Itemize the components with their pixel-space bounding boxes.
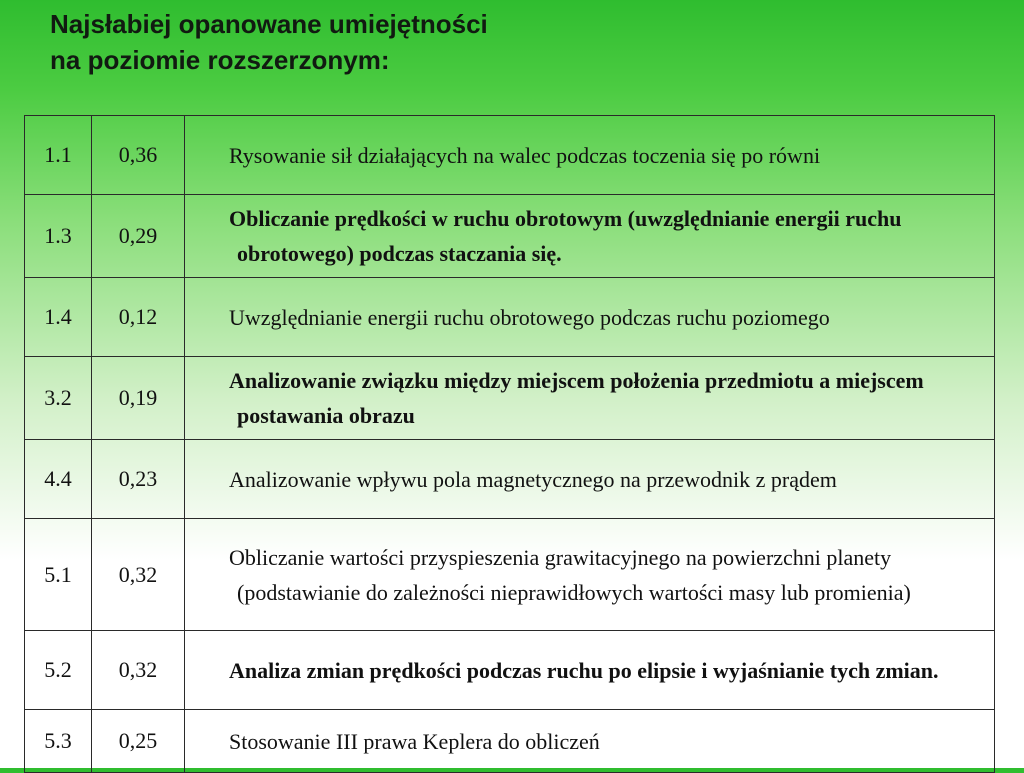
table-row bbox=[25, 116, 995, 195]
skill-score: 0,19 bbox=[92, 357, 185, 440]
skill-code: 1.1 bbox=[25, 116, 92, 195]
skill-description-cell bbox=[185, 440, 995, 519]
skills-table bbox=[24, 115, 995, 773]
skill-score: 0,12 bbox=[92, 278, 185, 357]
skill-description: Obliczanie wartości przyspieszenia grawitacyjnego na powierzchni planety (podstawianie do zależności nieprawidłowych wartości masy lub promienia) bbox=[229, 544, 911, 605]
skill-score: 0,36 bbox=[92, 116, 185, 195]
skill-description: Analiza zmian prędkości podczas ruchu po elipsie i wyjaśnianie tych zmian. bbox=[229, 657, 939, 683]
table-row bbox=[25, 519, 995, 631]
skill-description: Obliczanie prędkości w ruchu obrotowym (uwzględnianie energii ruchu obrotowego) podczas staczania się. bbox=[229, 206, 902, 266]
skill-description-cell bbox=[185, 278, 995, 357]
slide-title-line-2: na poziomie rozszerzonym: bbox=[50, 45, 390, 75]
skill-description-cell bbox=[185, 116, 995, 195]
skill-code: 1.4 bbox=[25, 278, 92, 357]
skill-description-cell bbox=[185, 519, 995, 631]
skill-description: Stosowanie III prawa Keplera do obliczeń bbox=[229, 728, 600, 754]
table-row bbox=[25, 710, 995, 773]
table-row bbox=[25, 357, 995, 440]
skill-description-cell bbox=[185, 710, 995, 773]
skill-score: 0,32 bbox=[92, 519, 185, 631]
slide-title bbox=[50, 6, 488, 78]
skill-score: 0,25 bbox=[92, 710, 185, 773]
skill-description-cell bbox=[185, 195, 995, 278]
skill-description-cell bbox=[185, 631, 995, 710]
skill-code: 1.3 bbox=[25, 195, 92, 278]
skill-code: 3.2 bbox=[25, 357, 92, 440]
table-row bbox=[25, 278, 995, 357]
skill-code: 5.1 bbox=[25, 519, 92, 631]
table-row bbox=[25, 195, 995, 278]
skill-description: Analizowanie wpływu pola magnetycznego na przewodnik z prądem bbox=[229, 466, 837, 492]
skill-code: 5.3 bbox=[25, 710, 92, 773]
skill-code: 4.4 bbox=[25, 440, 92, 519]
skill-score: 0,29 bbox=[92, 195, 185, 278]
skill-score: 0,32 bbox=[92, 631, 185, 710]
table-row bbox=[25, 631, 995, 710]
skill-description: Analizowanie związku między miejscem położenia przedmiotu a miejscem postawania obrazu bbox=[229, 368, 924, 428]
skill-description: Uwzględnianie energii ruchu obrotowego podczas ruchu poziomego bbox=[229, 304, 830, 330]
skill-code: 5.2 bbox=[25, 631, 92, 710]
skill-description: Rysowanie sił działających na walec podczas toczenia się po równi bbox=[229, 142, 821, 168]
skill-score: 0,23 bbox=[92, 440, 185, 519]
skill-description-cell bbox=[185, 357, 995, 440]
slide-title-line-1: Najsłabiej opanowane umiejętności bbox=[50, 9, 488, 39]
table-row bbox=[25, 440, 995, 519]
